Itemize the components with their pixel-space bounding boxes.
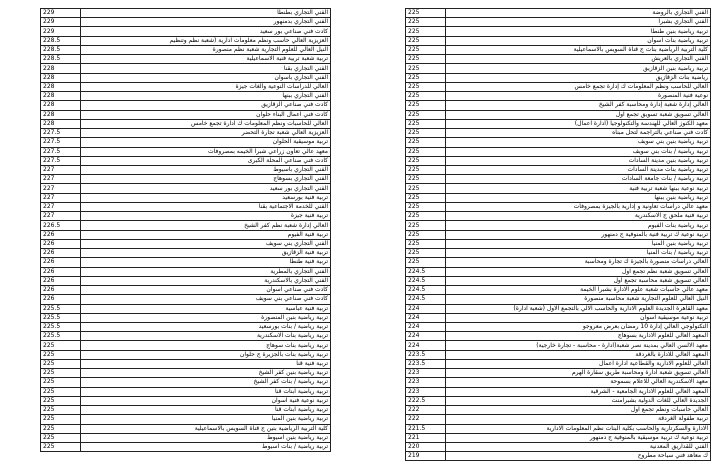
institute-name-cell: الفني للقداريق المعدنية: [446, 443, 711, 452]
score-cell: 224: [406, 332, 446, 341]
left-results-table: [40, 8, 331, 452]
table-row: [406, 156, 711, 165]
table-row: [406, 27, 711, 36]
institute-name-cell: النيل العالي للعلوم التجارية شعبة محاسبة منصورة: [446, 295, 711, 304]
institute-name-cell: تربية رياضية بنات الاسكندرية: [81, 332, 331, 341]
institute-name-cell: الفني التجاري بالروضة: [446, 9, 711, 18]
institute-name-cell: النيل العالي للعلوم التجارية شعبة نظم منصورة: [81, 45, 331, 54]
table-row: [406, 249, 711, 258]
institute-name-cell: التكنولوجي العالي إدارة 10 رمضان بعرض معروجو: [446, 322, 711, 331]
score-cell: 224: [406, 313, 446, 322]
score-cell: 225: [406, 165, 446, 174]
table-row: [406, 36, 711, 45]
score-cell: 226: [41, 258, 81, 267]
institute-name-cell: العالي تسويق شعبة تسويق تجمع اول: [446, 110, 711, 119]
table-row: [406, 147, 711, 156]
institute-name-cell: معهد عالي تعاون زراعي شبرا الخيمه بمصروفات: [81, 147, 331, 156]
institute-name-cell: تربية رياضية / بنات جامعة السادات: [446, 175, 711, 184]
score-cell: 223.5: [406, 350, 446, 359]
institute-name-cell: تربية رياضية ابنات قنا: [81, 387, 331, 396]
table-row: [41, 147, 331, 156]
table-row: [41, 110, 331, 119]
score-cell: 225: [406, 258, 446, 267]
table-row: [41, 165, 331, 174]
institute-name-cell: الفني التجاري بدمنهور: [81, 18, 331, 27]
score-cell: 226: [41, 249, 81, 258]
score-cell: 229: [41, 18, 81, 27]
table-row: [41, 64, 331, 73]
table-row: [406, 295, 711, 304]
table-row: [41, 295, 331, 304]
institute-name-cell: تربية نوعية ك تربية موسيقية بالمنوفية ج دمنهور: [446, 433, 711, 442]
table-row: [41, 239, 331, 248]
score-cell: 227: [41, 165, 81, 174]
table-row: [406, 202, 711, 211]
institute-name-cell: العالي إدارة شعبة نظم كفر الشيخ: [81, 221, 331, 230]
institute-name-cell: تربية فنية الفيوم: [81, 230, 331, 239]
score-cell: 228: [41, 101, 81, 110]
institute-name-cell: العالي للعلوم الادارية والقطاعية ادارة اعمال: [446, 359, 711, 368]
score-cell: 225: [41, 378, 81, 387]
table-row: [406, 406, 711, 415]
table-row: [41, 406, 331, 415]
table-row: [41, 27, 331, 36]
institute-name-cell: تربية رياضية / بنات بورسعيد: [81, 322, 331, 331]
table-row: [406, 387, 711, 396]
institute-name-cell: معهد الكنوز العالي للهندسة والتكنولوجيا (ادارة اعمال): [446, 119, 711, 128]
institute-name-cell: تربية رياضية بنين المنيا: [446, 239, 711, 248]
score-cell: 225: [406, 156, 446, 165]
score-cell: 225.5: [41, 322, 81, 331]
institute-name-cell: كلية التربية الرياضية بنات ج قناة السويس بالاسماعيلية: [446, 45, 711, 54]
score-cell: 226: [41, 276, 81, 285]
table-row: [406, 45, 711, 54]
institute-name-cell: تربية نوعية موسيقية اسوان: [446, 313, 711, 322]
table-row: [41, 350, 331, 359]
score-cell: 225: [41, 424, 81, 433]
table-row: [406, 193, 711, 202]
table-row: [406, 313, 711, 322]
institute-name-cell: تربية نوعية ك تربية فنية بالمنوفية ج دمنهور: [446, 230, 711, 239]
score-cell: 228: [41, 119, 81, 128]
table-row: [41, 415, 331, 424]
institute-name-cell: تربية رياضية / بنات اسيوط: [81, 443, 331, 452]
score-cell: 226: [41, 267, 81, 276]
table-row: [406, 18, 711, 27]
table-row: [41, 138, 331, 147]
table-row: [406, 452, 711, 461]
score-cell: 225: [406, 73, 446, 82]
institute-name-cell: الفني التجاري بشبرا: [446, 18, 711, 27]
table-row: [41, 322, 331, 331]
score-cell: 222: [406, 415, 446, 424]
table-row: [406, 64, 711, 73]
score-cell: 225: [406, 82, 446, 91]
score-cell: 227: [41, 202, 81, 211]
table-row: [41, 359, 331, 368]
table-row: [406, 212, 711, 221]
score-cell: 224.5: [406, 295, 446, 304]
institute-name-cell: الفني التجاري بطنطا: [81, 9, 331, 18]
institute-name-cell: كادت فني صناعي بور سعيد: [81, 27, 331, 36]
institute-name-cell: تربية نوعية فنية اسوان: [81, 396, 331, 405]
institute-name-cell: كادت فني صناعي الزقازيق: [81, 101, 331, 110]
institute-name-cell: كادت فني صناعي المحلة الكبرى: [81, 156, 331, 165]
table-row: [41, 304, 331, 313]
table-row: [406, 332, 711, 341]
institute-name-cell: تربية فنية جيزة: [81, 212, 331, 221]
score-cell: 225: [406, 184, 446, 193]
right-table-body: [406, 9, 711, 461]
score-cell: 228.5: [41, 55, 81, 64]
score-cell: 225: [41, 396, 81, 405]
table-row: [406, 101, 711, 110]
score-cell: 224.5: [406, 286, 446, 295]
table-row: [41, 396, 331, 405]
table-row: [41, 221, 331, 230]
score-cell: 225: [406, 45, 446, 54]
score-cell: 225: [406, 119, 446, 128]
institute-name-cell: تربية رياضية / بنات كفر الشيخ: [81, 378, 331, 387]
table-row: [41, 443, 331, 452]
institute-name-cell: معهد الاسكندرية العالي للاعلام بسموحة: [446, 378, 711, 387]
institute-name-cell: تربية رياضية بنين ببنها: [446, 193, 711, 202]
table-row: [41, 36, 331, 45]
table-row: [406, 258, 711, 267]
score-cell: 225: [406, 249, 446, 258]
table-row: [41, 119, 331, 128]
score-cell: 226: [41, 295, 81, 304]
table-row: [406, 175, 711, 184]
institute-name-cell: كادت فني صناعي بني سويف: [81, 295, 331, 304]
institute-name-cell: تربية رياضية / بنات المنيا: [446, 249, 711, 258]
score-cell: 226: [41, 286, 81, 295]
score-cell: 221: [406, 433, 446, 442]
table-row: [406, 239, 711, 248]
table-row: [406, 92, 711, 101]
table-row: [41, 129, 331, 138]
institute-name-cell: تربية رياضية بنات بالجزيرة ج حلوان: [81, 350, 331, 359]
table-row: [406, 110, 711, 119]
table-row: [406, 9, 711, 18]
score-cell: 225: [406, 18, 446, 27]
table-row: [406, 443, 711, 452]
score-cell: 222.5: [406, 396, 446, 405]
table-row: [41, 369, 331, 378]
institute-name-cell: كلية التربية الرياضية بنين ج قناة السويس بالاسماعيلية: [81, 424, 331, 433]
score-cell: 229: [41, 9, 81, 18]
table-row: [41, 175, 331, 184]
score-cell: 228: [41, 73, 81, 82]
institute-name-cell: العالي تسويق شعبة ادارة ومحاسبة طريق سقارة الهرم: [446, 369, 711, 378]
table-row: [406, 286, 711, 295]
institute-name-cell: نوعية فنية المنصورة: [446, 92, 711, 101]
institute-name-cell: تربية رياضية بنين كفر الشيخ: [81, 369, 331, 378]
table-row: [406, 221, 711, 230]
score-cell: 225: [41, 433, 81, 442]
institute-name-cell: العالي تسويق شعبة نظم تجمع اول: [446, 267, 711, 276]
institute-name-cell: ك معاهد فني سياحة مطروح: [446, 452, 711, 461]
table-row: [406, 230, 711, 239]
score-cell: 227: [41, 184, 81, 193]
institute-name-cell: تربية فنية قنا: [81, 359, 331, 368]
institute-name-cell: معهد القاهرة الجديدة العلوم الادارية والحاسب الالي بالتجمع الاول (شعبة ادارة): [446, 304, 711, 313]
score-cell: 223.5: [406, 359, 446, 368]
table-row: [41, 9, 331, 18]
left-table-body: [41, 9, 331, 452]
table-row: [406, 73, 711, 82]
table-row: [406, 369, 711, 378]
table-row: [406, 129, 711, 138]
table-row: [41, 212, 331, 221]
table-row: [406, 82, 711, 91]
table-row: [41, 45, 331, 54]
score-cell: 228: [41, 92, 81, 101]
score-cell: 225: [41, 350, 81, 359]
score-cell: 223: [406, 387, 446, 396]
score-cell: 221.5: [406, 424, 446, 433]
table-row: [406, 424, 711, 433]
score-cell: 225: [406, 202, 446, 211]
table-row: [41, 387, 331, 396]
institute-name-cell: تربية فنية عباسية: [81, 304, 331, 313]
score-cell: 225: [41, 341, 81, 350]
institute-name-cell: كادت فني صناعي اسوان: [81, 286, 331, 295]
table-row: [41, 82, 331, 91]
score-cell: 227.5: [41, 147, 81, 156]
score-cell: 229: [41, 27, 81, 36]
score-cell: 228.5: [41, 45, 81, 54]
table-row: [406, 433, 711, 442]
table-row: [406, 165, 711, 174]
score-cell: 225: [406, 92, 446, 101]
score-cell: 226: [41, 230, 81, 239]
score-cell: 225: [406, 230, 446, 239]
institute-name-cell: العالي دراسات منصورة بالجيزة ك تجارة ومحاسبة: [446, 258, 711, 267]
table-row: [41, 313, 331, 322]
score-cell: 222: [406, 406, 446, 415]
institute-name-cell: الفني للخدمة الاجتماعية بقنا: [81, 202, 331, 211]
institute-name-cell: تربية فنية طنطا: [81, 258, 331, 267]
score-cell: 225: [406, 147, 446, 156]
table-row: [41, 202, 331, 211]
score-cell: 225: [41, 387, 81, 396]
table-row: [406, 304, 711, 313]
institute-name-cell: تربية شعبة تربية فنية الاسماعيلية: [81, 55, 331, 64]
institute-name-cell: تربية رياضية بنات سوهاج: [81, 341, 331, 350]
institute-name-cell: تربية رياضية بنات الفيوم: [446, 221, 711, 230]
institute-name-cell: الفني التجاري بقنا: [81, 64, 331, 73]
table-row: [406, 322, 711, 331]
score-cell: 225: [406, 175, 446, 184]
institute-name-cell: العالي تسويق شعبة محاسبة تجمع اول: [446, 276, 711, 285]
score-cell: 228.5: [41, 36, 81, 45]
score-cell: 224: [406, 322, 446, 331]
score-cell: 227.5: [41, 138, 81, 147]
institute-name-cell: الفني التجاري بالعريش: [446, 55, 711, 64]
table-row: [41, 276, 331, 285]
table-row: [406, 55, 711, 64]
score-cell: 225: [406, 110, 446, 119]
institute-name-cell: تربية فنية ملحق ج الاسكندرية: [446, 212, 711, 221]
score-cell: 225: [41, 406, 81, 415]
table-row: [41, 156, 331, 165]
score-cell: 225: [406, 212, 446, 221]
score-cell: 225: [406, 193, 446, 202]
score-cell: 226.5: [41, 221, 81, 230]
institute-name-cell: تربية رياضية بنين الزقازيق: [446, 64, 711, 73]
table-row: [406, 350, 711, 359]
institute-name-cell: الفني التجاري ببنها: [81, 92, 331, 101]
score-cell: 225: [406, 64, 446, 73]
score-cell: 220: [406, 443, 446, 452]
score-cell: 225: [406, 239, 446, 248]
table-row: [41, 92, 331, 101]
score-cell: 225: [406, 55, 446, 64]
institute-name-cell: العالي إدارة شعبة إدارة ومحاسبة كفر الشيخ: [446, 101, 711, 110]
score-cell: 225: [406, 138, 446, 147]
table-row: [406, 415, 711, 424]
institute-name-cell: الفني التجاري بالمطرية: [81, 267, 331, 276]
score-cell: 225: [406, 129, 446, 138]
score-cell: 225: [406, 36, 446, 45]
institute-name-cell: تربية رياضية ابنات قنا: [81, 406, 331, 415]
score-cell: 223: [406, 369, 446, 378]
table-row: [41, 378, 331, 387]
score-cell: 227.5: [41, 156, 81, 165]
table-row: [41, 73, 331, 82]
institute-name-cell: تربية فنية بورسعيد: [81, 193, 331, 202]
score-cell: 225: [41, 369, 81, 378]
table-row: [41, 267, 331, 276]
score-cell: 226: [41, 239, 81, 248]
institute-name-cell: الفني التجاري بني سويف: [81, 239, 331, 248]
institute-name-cell: الفني التجاري بور سعيد: [81, 184, 331, 193]
table-row: [41, 230, 331, 239]
score-cell: 225: [406, 221, 446, 230]
institute-name-cell: تربية رياضية بنين المنيا: [81, 415, 331, 424]
table-row: [41, 424, 331, 433]
institute-name-cell: الادارة والسكرتارية والحاسب بكلية البنات نظم المعلومات الادارية: [446, 424, 711, 433]
institute-name-cell: العزيزية العالي شعبة تجارة التحضر: [81, 129, 331, 138]
institute-name-cell: العالي للحاسب ونظم المعلومات ك إدارة تجمع خامس: [446, 82, 711, 91]
score-cell: 225: [41, 443, 81, 452]
institute-name-cell: تربية رياضية بنين اسيوط: [81, 433, 331, 442]
institute-name-cell: تربية رياضية بنين المنصورة: [81, 313, 331, 322]
institute-name-cell: الفني التجاري باسوان: [81, 73, 331, 82]
right-results-table: [405, 8, 711, 461]
score-cell: 228: [41, 82, 81, 91]
institute-name-cell: تربية رياضية / بنات بني سويف: [446, 147, 711, 156]
table-row: [406, 138, 711, 147]
institute-name-cell: معهد عالي دراسات تعاونية و إدارية بالجيزة بمصروفات: [446, 202, 711, 211]
score-cell: 224: [406, 341, 446, 350]
table-row: [406, 341, 711, 350]
score-cell: 219: [406, 452, 446, 461]
score-cell: 225: [406, 27, 446, 36]
score-cell: 225: [406, 101, 446, 110]
institute-name-cell: تربية رياضية بنات اسوان: [446, 36, 711, 45]
score-cell: 227: [41, 175, 81, 184]
table-row: [406, 119, 711, 128]
score-cell: 224.5: [406, 276, 446, 285]
score-cell: 225: [406, 9, 446, 18]
institute-name-cell: معهد الالسن العالي بمدينة نصر شعبة(ادارة - محاسبة - تجارة خارجية): [446, 341, 711, 350]
institute-name-cell: تربية رياضية بنين بني سويف: [446, 138, 711, 147]
score-cell: 224.5: [406, 267, 446, 276]
institute-name-cell: تربية موسيقية الحلوان: [81, 138, 331, 147]
score-cell: 228: [41, 110, 81, 119]
institute-name-cell: العزيزية العالي حاسب ونظم معلومات ادارية (شعبة نظم وتنظيم: [81, 36, 331, 45]
table-row: [41, 193, 331, 202]
institute-name-cell: المعهد العالي للادارة بالغردقة: [446, 350, 711, 359]
table-row: [406, 396, 711, 405]
institute-name-cell: رياضية بنات الزقازيق: [446, 73, 711, 82]
institute-name-cell: الفني التجاري بسوهاج: [81, 175, 331, 184]
score-cell: 224: [406, 304, 446, 313]
institute-name-cell: الفني التجاري بالاسكندرية: [81, 276, 331, 285]
table-row: [41, 249, 331, 258]
institute-name-cell: تربية رياضية بنات مدينة السادات: [446, 165, 711, 174]
institute-name-cell: الجديدة العالي للغات الدولية بشبرامنت: [446, 396, 711, 405]
table-row: [41, 433, 331, 442]
table-row: [406, 184, 711, 193]
table-row: [406, 276, 711, 285]
table-row: [41, 286, 331, 295]
table-row: [41, 184, 331, 193]
table-row: [406, 267, 711, 276]
institute-name-cell: الفني التجاري باسيوط: [81, 165, 331, 174]
institute-name-cell: كادت فني اعمال البناء حلوان: [81, 110, 331, 119]
table-row: [41, 55, 331, 64]
institute-name-cell: العالي حاسبات ونظم تجمع اول: [446, 406, 711, 415]
table-row: [41, 18, 331, 27]
institute-name-cell: تربية رياضية بنين طنطا: [446, 27, 711, 36]
institute-name-cell: تربية رياضية بنين مدينة السادات: [446, 156, 711, 165]
score-cell: 225: [41, 415, 81, 424]
table-row: [41, 332, 331, 341]
table-row: [41, 341, 331, 350]
table-row: [406, 359, 711, 368]
institute-name-cell: العالي للدراسات النوعية والغات جيزة: [81, 82, 331, 91]
table-row: [41, 101, 331, 110]
institute-name-cell: العالي للحاسبات ونظم المعلومات ك ادارة تجمع خامس: [81, 119, 331, 128]
institute-name-cell: تربية طفولة الغردقة: [446, 415, 711, 424]
institute-name-cell: تربية فنية الزقازيق: [81, 249, 331, 258]
table-row: [41, 258, 331, 267]
score-cell: 225.5: [41, 332, 81, 341]
score-cell: 225: [41, 359, 81, 368]
institute-name-cell: تربية نوعية ببنها شعبة تربية فنية: [446, 184, 711, 193]
institute-name-cell: كادت فني صناعي بالتراجمة لتحل مبناه: [446, 129, 711, 138]
score-cell: 227: [41, 212, 81, 221]
score-cell: 227.5: [41, 129, 81, 138]
score-cell: 223: [406, 378, 446, 387]
score-cell: 225.5: [41, 304, 81, 313]
score-cell: 227: [41, 193, 81, 202]
score-cell: 225.5: [41, 313, 81, 322]
table-row: [406, 378, 711, 387]
score-cell: 228: [41, 64, 81, 73]
institute-name-cell: معهد عالي حاسبات شعبة علوم الادارة بشبرا الخيمة: [446, 286, 711, 295]
institute-name-cell: المعهد العالي للعلوم الادارية الجامعية - الشرقية: [446, 387, 711, 396]
institute-name-cell: المعهد العالي للعلوم الادارية بسوهاج: [446, 332, 711, 341]
